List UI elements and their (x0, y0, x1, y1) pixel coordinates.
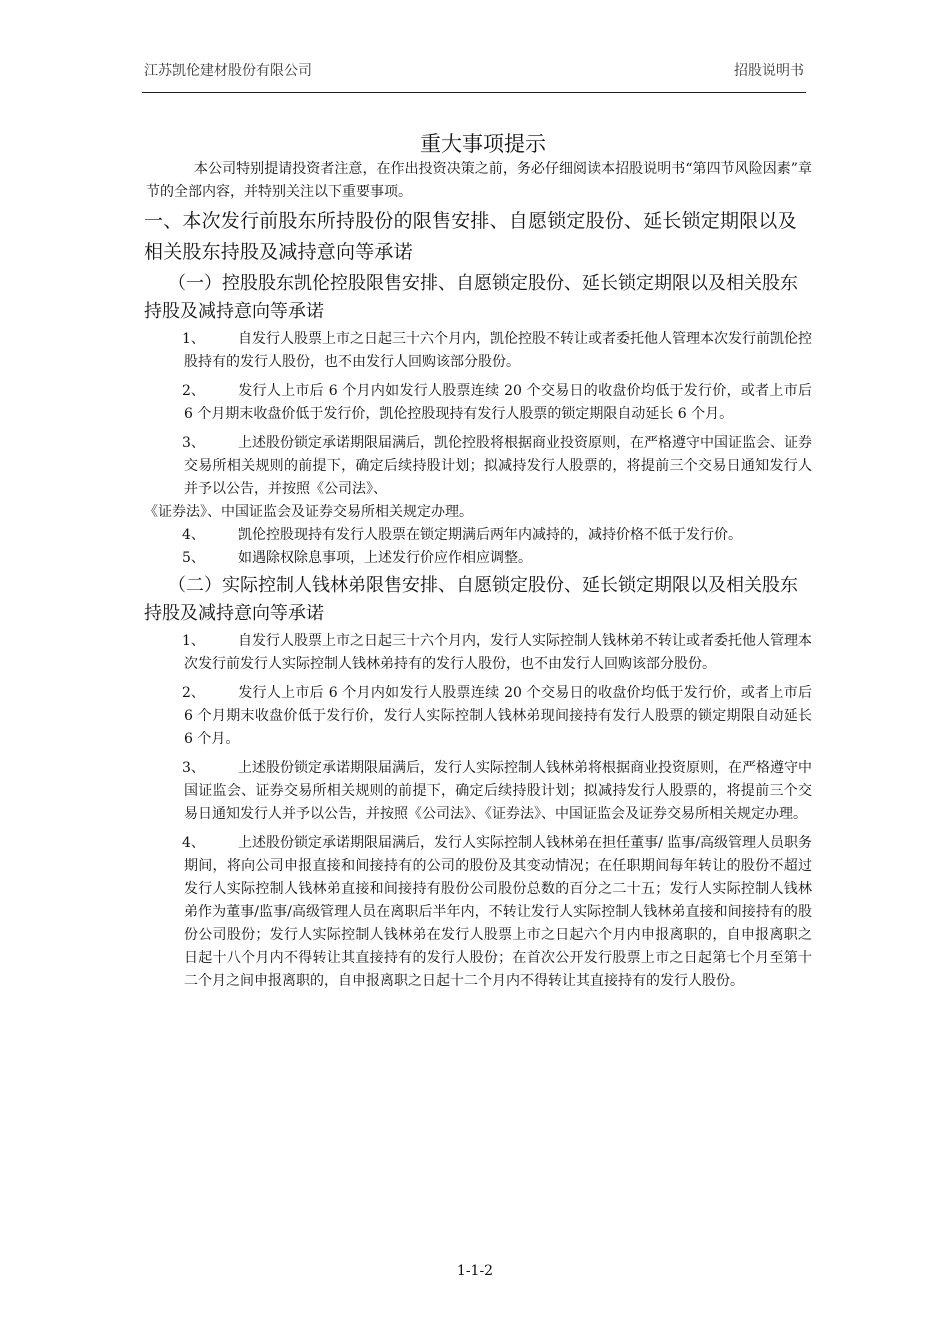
subsection-2-heading: （二）实际控制人钱林弟限售安排、自愿锁定股份、延长锁定期限以及相关股东持股及减持意向等承诺 (144, 575, 798, 624)
sub2-item-2 (184, 682, 812, 751)
page-number: 1-1-2 (456, 1263, 494, 1279)
item-number: 3、 (182, 435, 205, 451)
header-company-name: 江苏凯伦建材股份有限公司 (144, 63, 312, 79)
sub2-item-1 (184, 630, 812, 676)
item-text: 上述股份锁定承诺期限届满后，发行人实际控制人钱林弟将根据商业投资原则，在严格遵守中国证监会、证券交易所相关规则的前提下，确定后续持股计划；拟减持发行人股票的，将提前三个交易日通知发行人并予以公告，并按照《公司法》、《证券法》、中国证监会及证券交易所相关规定办理。 (184, 760, 812, 822)
item-number: 2、 (182, 383, 205, 399)
sub2-item-3 (184, 757, 812, 826)
subsection-1-heading: （一）控股股东凯伦控股限售安排、自愿锁定股份、延长锁定期限以及相关股东持股及减持意向等承诺 (144, 273, 798, 322)
header-document-type: 招股说明书 (734, 63, 804, 79)
item-text: 发行人上市后 6 个月内如发行人股票连续 20 个交易日的收盘价均低于发行价，或者上市后 6 个月期末收盘价低于发行价，凯伦控股现持有发行人股票的锁定期限自动延长 6 个月。 (184, 383, 812, 422)
item-text: 凯伦控股现持有发行人股票在锁定期满后两年内减持的，减持价格不低于发行价。 (238, 527, 742, 543)
sub1-item-4 (184, 524, 812, 547)
sub1-item-1 (184, 328, 812, 374)
sub1-item-2 (184, 380, 812, 426)
item-number: 3、 (182, 760, 205, 776)
item-number: 1、 (182, 633, 205, 649)
item-number: 4、 (182, 835, 205, 851)
item-number: 4、 (182, 527, 205, 543)
document-body (146, 130, 812, 993)
item-text-continuation: 《证券法》、中国证监会及证券交易所相关规定办理。 (144, 504, 473, 520)
item-number: 2、 (182, 685, 205, 701)
item-text: 如遇除权除息事项，上述发行价应作相应调整。 (238, 550, 532, 566)
page-title: 重大事项提示 (420, 132, 546, 156)
item-number: 5、 (182, 550, 205, 566)
item-text: 上述股份锁定承诺期限届满后，发行人实际控制人钱林弟在担任董事/ 监事/高级管理人员职务期间，将向公司申报直接和间接持有的公司的股份及其变动情况；在任职期间每年转让的股份不超过发行人实际控制人钱林弟直接和间接持有股份公司股份总数的百分之二十五；发行人实际控制人钱林弟作为董事/监事/高级管理人员在离职后半年内，不转让发行人实际控制人钱林弟直接和间接持有的股份公司股份；发行人实际控制人钱林弟在发行人股票上市之日起六个月内申报离职的，自申报离职之日起十八个月内不得转让其直接持有的发行人股份；在首次公开发行股票上市之日起第七个月至第十二个月之间申报离职的，自申报离职之日起十二个月内不得转让其直接持有的发行人股份。 (184, 835, 812, 989)
page-header (142, 58, 806, 93)
item-text: 上述股份锁定承诺期限届满后，凯伦控股将根据商业投资原则，在严格遵守中国证监会、证券交易所相关规则的前提下，确定后续持股计划；拟减持发行人股票的，将提前三个交易日通知发行人并予以公告，并按照《公司法》、 (184, 435, 812, 497)
item-text: 自发行人股票上市之日起三十六个月内，凯伦控股不转让或者委托他人管理本次发行前凯伦控股持有的发行人股份，也不由发行人回购该部分股份。 (184, 331, 812, 370)
item-text: 发行人上市后 6 个月内如发行人股票连续 20 个交易日的收盘价均低于发行价，或者上市后 6 个月期末收盘价低于发行价，发行人实际控制人钱林弟现间接持有发行人股票的锁定期限自动延长 6 个月。 (184, 685, 812, 747)
sub2-item-4 (184, 832, 812, 993)
sub1-item-5 (184, 547, 812, 570)
intro-paragraph: 本公司特别提请投资者注意，在作出投资决策之前，务必仔细阅读本招股说明书“第四节风险因素”章节的全部内容，并特别关注以下重要事项。 (146, 161, 812, 200)
item-text: 自发行人股票上市之日起三十六个月内，发行人实际控制人钱林弟不转让或者委托他人管理本次发行前发行人实际控制人钱林弟持有的发行人股份，也不由发行人回购该部分股份。 (184, 633, 812, 672)
section-1-heading: 一、本次发行前股东所持股份的限售安排、自愿锁定股份、延长锁定期限以及相关股东持股及减持意向等承诺 (144, 210, 797, 263)
sub1-item-3 (144, 432, 812, 524)
item-number: 1、 (182, 331, 205, 347)
